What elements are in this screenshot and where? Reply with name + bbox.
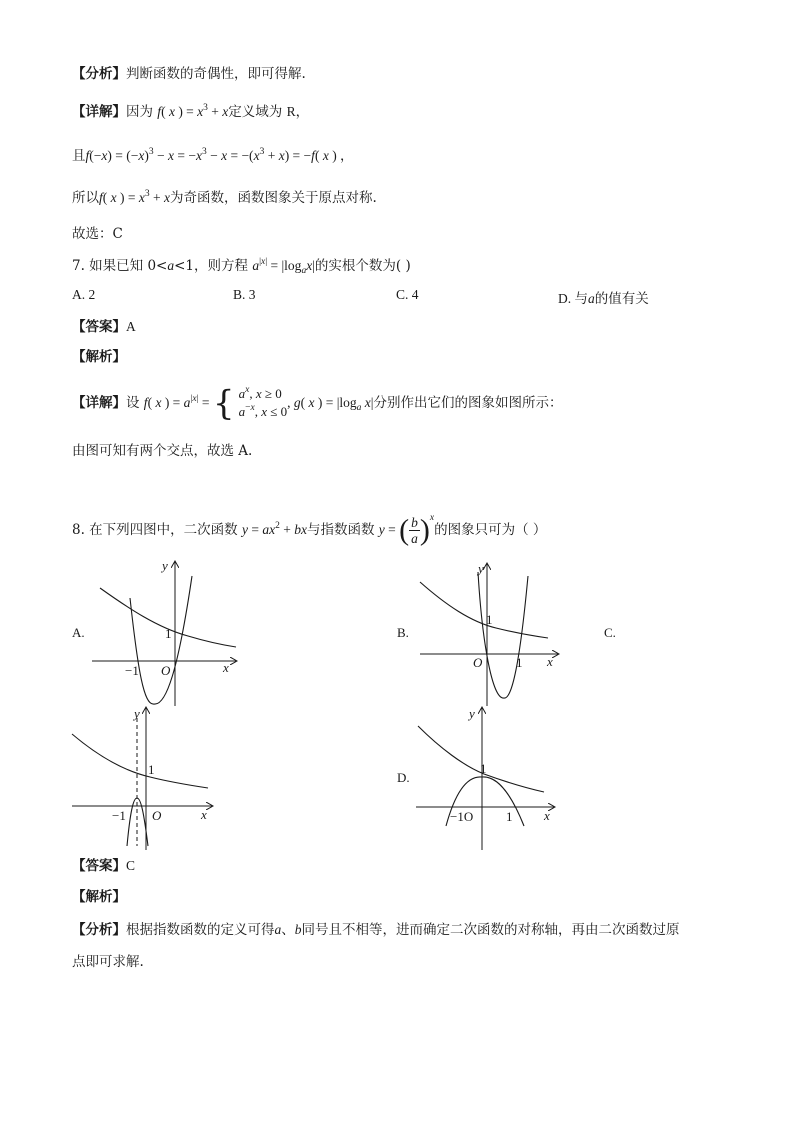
solution-tag: 【解析】 [72,349,126,365]
q6-domain: R [286,104,296,119]
q7-detail-line: 【详解】设 f( x ) = $a^{|x|}$ = { $a^x$, x ≥ 0 $a^{-x}$, x ≤ 0 , g( x ) = $|\log_a$ x|分别作出它们的图象如图所示： [72,383,563,423]
q7-piecewise-f: f [143,395,148,410]
graph-a-tick-1: 1 [165,626,172,641]
q6-and-text: 且 [72,148,86,164]
graph-b-origin: O [473,655,483,670]
q7-option-d-head: D. 与 [558,291,588,306]
graph-d-y-label: y [469,706,475,721]
q8-analysis-line-2: 点即可求解. [72,954,144,970]
detail-tag: 【详解】 [72,104,126,120]
q6-conclusion-line: 所以f( x ) = $x^3 + x$为奇函数，函数图象关于原点对称. [72,189,377,206]
q8-solution-tag [72,887,126,907]
graph-c-y-label: y [134,706,140,721]
q8-option-a-label: A. [72,625,85,640]
graph-b-tick-1-x: 1 [516,655,523,670]
detail-tag-q7: 【详解】 [72,395,126,411]
q8-analysis-sep: 、 [281,922,295,938]
q7-solution-tag [72,347,126,367]
answer-tag: 【答案】 [72,319,126,335]
graph-b-y-label: y [478,561,484,576]
q7-piecewise-brace: { $a^x$, x ≥ 0 $a^{-x}$, x ≤ 0 [212,383,288,423]
q6-analysis-line [72,64,306,84]
graph-d [414,704,564,854]
q8-analysis-1a: 根据指数函数的定义可得 [126,922,275,938]
q8-option-d-label: D. [397,770,410,785]
q7-option-d: D. 与a的值有关 [558,291,649,306]
graph-c-tick-neg1: −1 [112,808,126,823]
q6-choose-line: 故选：C [72,226,123,242]
q6-formula-f-odd: f [99,190,103,205]
q7-answer-line [72,317,136,337]
q6-detail-text-1-end: ， [295,104,310,120]
q7-option-b: B. 3 [233,287,256,302]
q8-analysis-line-1: 【分析】根据指数函数的定义可得a、b同号且不相等，进而确定二次函数的对称轴，再由二次函数过原 [72,922,680,938]
graph-d-tick-1-y: 1 [480,761,487,776]
graph-c-x-label: x [201,807,207,822]
q6-analysis-text: 判断函数的奇偶性，即可得解. [126,66,306,82]
q7-conclusion: 由图可知有两个交点，故选 A. [72,443,253,459]
q7-equation: a [252,258,260,273]
graph-b-tick-1-y: 1 [486,612,493,627]
graph-b-exponential-curve [420,582,548,638]
q7-stem-b: <1，则方程 [174,258,249,274]
q6-detail-text-1b: 定义域为 [228,104,283,120]
q7-g-function: g [293,395,301,410]
graph-a-parabola [130,576,192,704]
q7-stem-c: 的实根个数为( ) [314,258,411,274]
q8-answer-line [72,856,135,876]
graph-c-origin: O [152,808,162,823]
q8-answer: C [126,858,136,873]
q8-stem: 8. 在下列四图中，二次函数 $y = ax^2$ + bx与指数函数 y = ( $\frac{b}{a}$ )$^x$的图象只可为（ ） [72,513,547,547]
graph-a-tick-neg1: −1 [125,663,139,678]
q6-formula-odd-proof: f [85,148,90,163]
q6-so-text: 所以 [72,190,99,206]
q8-option-c-label: C. [604,625,616,640]
analysis-tag: 【分析】 [72,66,126,82]
graph-b-parabola [478,572,528,698]
q6-detail-line-1: 【详解】因为 f( x ) = $x^3 + x$定义域为 R， [72,103,310,120]
q8-analysis-1b: 同号且不相等，进而确定二次函数的对称轴，再由二次函数过原 [301,922,680,938]
q6-detail-text-1a: 因为 [126,104,153,120]
q7-answer: A [126,319,136,334]
q8-stem-a: 8. 在下列四图中，二次函数 [72,522,238,538]
q7-stem: 7. 如果已知 0<a<1，则方程 $a^{|x|} = |\log_ax|$的实根个数为( ) [72,257,411,276]
graph-a-origin: O [161,663,171,678]
q8-stem-b: 与指数函数 [306,522,375,538]
graph-d-tick-1-x: 1 [506,809,513,824]
graph-d-neg1-origin: −1O [450,809,474,824]
q6-formula-f-def: f [157,104,162,119]
q8-answer-tag: 【答案】 [72,858,126,874]
q8-stem-c: 的图象只可为（ ） [434,522,547,538]
q7-detail-b: 分别作出它们的图象如图所示： [373,395,563,411]
graph-d-exponential-curve [418,726,544,792]
graph-a [88,556,248,708]
q7-option-a: A. 2 [72,287,96,302]
graph-b [416,560,566,710]
q6-detail-line-2: 且$f(-x) = (-x)^3 - x = -x^3 - x = -(x^3 + x) = -f$( x ) ， [72,147,354,164]
graph-b-x-label: x [547,654,553,669]
graph-a-x-label: x [223,660,229,675]
q7-option-c: C. 4 [396,287,419,302]
graph-c-exponential-curve [72,734,208,788]
q8-solution-tag-text: 【解析】 [72,889,126,905]
q7-option-d-tail: 的值有关 [594,291,649,306]
q7-detail-a: 设 [126,395,140,411]
graph-d-x-label: x [544,808,550,823]
graph-a-y-label: y [162,558,168,573]
graph-c-tick-1: 1 [148,762,155,777]
q7-stem-a: 7. 如果已知 0< [72,258,168,274]
q8-analysis-tag: 【分析】 [72,922,126,938]
q6-conclusion-text: 为奇函数，函数图象关于原点对称. [170,190,377,206]
q8-fraction: $\frac{b}{a}$ [411,515,418,546]
graph-c [70,704,220,854]
q8-option-b-label: B. [397,625,409,640]
